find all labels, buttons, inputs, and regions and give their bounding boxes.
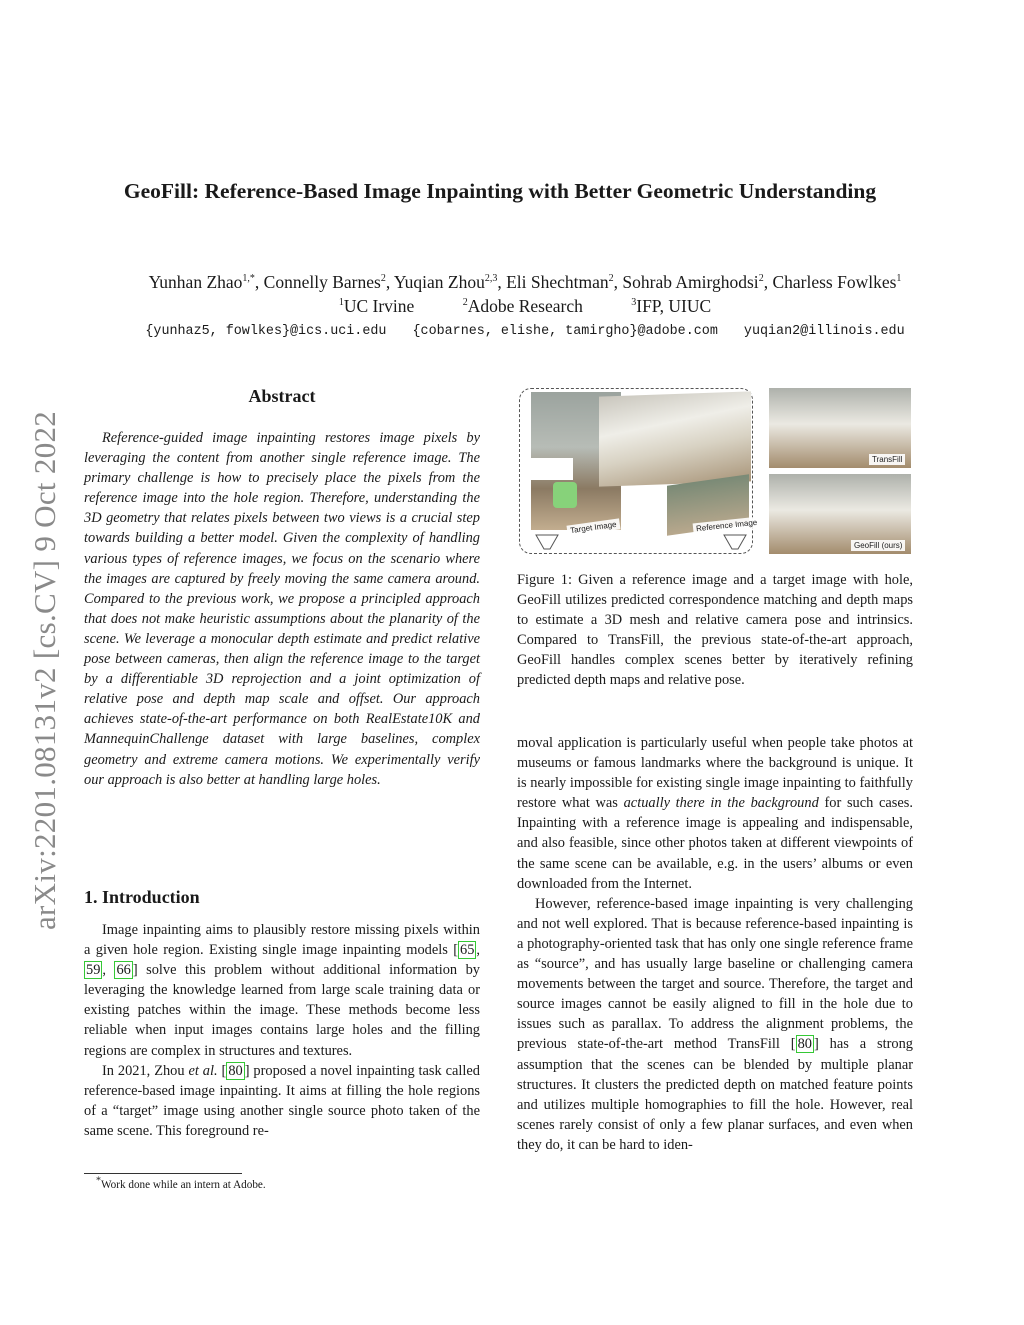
transfill-label: TransFill xyxy=(869,454,905,465)
author: Yunhan Zhao xyxy=(148,272,243,292)
email-list xyxy=(60,322,990,342)
paragraph: Image inpainting aims to plausibly restore missing pixels within a given hole region. Existing single image inpainting models [ 65 , 59 , 66 ] solve this problem without additional information by leveraging the knowledge learned from large scale training data or existing patches within the image. These methods become less reliable when input images contains large holes and the filling regions are complex in structures and textures. xyxy=(84,922,480,1059)
footnote-divider xyxy=(84,1173,242,1174)
email[interactable]: yuqian2@illinois.edu xyxy=(743,324,905,339)
target-label: Target Image xyxy=(566,518,620,536)
author: Charless Fowlkes xyxy=(772,272,897,292)
paper-title: GeoFill: Reference-Based Image Inpainting with Better Geometric Understanding xyxy=(123,179,877,203)
author: Connelly Barnes xyxy=(263,272,381,292)
section-heading-introduction: 1. Introduction xyxy=(84,887,200,907)
author: Yuqian Zhou xyxy=(393,272,485,292)
hole-region xyxy=(531,458,573,480)
citation-link[interactable]: 59 xyxy=(86,962,101,979)
camera-frustum-icon xyxy=(723,534,747,550)
email[interactable]: {yunhaz5, fowlkes}@ics.uci.edu xyxy=(145,324,387,339)
geofill-label: GeoFill (ours) xyxy=(851,540,905,551)
affiliation: $^1$UC Irvine xyxy=(338,296,415,316)
arxiv-identifier: arXiv:2201.08131v2 [cs.CV] 9 Oct 2022 xyxy=(27,410,62,930)
affiliation: $^3$IFP, UIUC xyxy=(631,296,712,316)
email[interactable]: {cobarnes, elishe, tamirgho}@adobe.com xyxy=(412,324,718,339)
citation-link[interactable]: 80 xyxy=(228,1062,243,1079)
abstract-text: Reference-guided image inpainting restores image pixels by leveraging the content from another single reference image. The primary challenge is how to precisely place the pixels from the reference image into the hole region. Therefore, understanding the 3D geometry that relates pixels between two views is a crucial step towards building a better model. Given the complexity of handling various types of reference images, we focus on the scenario where the images are captured by freely moving the same camera around. Compared to the previous work, we propose a principled approach that does not make heuristic assumptions about the planarity of the scene. We leverage a monocular depth estimate and predict relative pose between cameras, then align the reference image to the target by a differentiable 3D reprojection and a joint optimization of relative pose and depth map scale and offset. Our approach achieves state-of-the-art performance on both RealEstate10K and MannequinChallenge dataset with large baselines, complex geometry and extreme camera motions. We experimentally verify our approach is also better at handling large holes. xyxy=(84,430,480,788)
abstract-heading: Abstract xyxy=(248,386,316,406)
reference-label: Reference Image xyxy=(693,517,761,535)
citation-link[interactable]: 80 xyxy=(797,1036,812,1053)
hole-mask xyxy=(553,482,577,508)
author: Eli Shechtman xyxy=(506,272,609,292)
paragraph: moval application is particularly useful when people take photos at museums or famous landmarks where the background is unique. It is nearly impossible for existing single image inpainting to faithfully restore what was actually there in the background for such cases. Inpainting with a reference image is appealing and indispensable, and also feasible, since other photos taken at different viewpoints of the same scene can be available, e.g. in the users’ albums or even downloaded from the Internet. xyxy=(517,735,913,892)
affiliation: $^2$Adobe Research xyxy=(462,296,583,316)
camera-frustum-icon xyxy=(535,534,559,550)
reference-image xyxy=(599,391,751,486)
right-column-body xyxy=(517,733,913,1155)
author: Sohrab Amirghodsi xyxy=(622,272,759,292)
footnote: *Work done while an intern at Adobe. xyxy=(96,1175,266,1191)
citation-link[interactable]: 66 xyxy=(116,962,131,979)
affiliation-list xyxy=(60,294,990,318)
author-list: Yunhan Zhao$^{1,*}$, Connelly Barnes$^2$, Yuqian Zhou$^{2,3}$, Eli Shechtman$^2$, Sohrab Amirghodsi$^2$, Charless Fowlkes$^1$ xyxy=(148,272,902,292)
figure-caption: Figure 1: Given a reference image and a target image with hole, GeoFill utilizes predicted correspondence matching and depth maps to estimate a 3D mesh and relative camera pose and intrinsics. Compared to TransFill, the previous state-of-the-art approach, GeoFill handles complex scenes better by iteratively refining predicted depth maps and relative pose. xyxy=(517,572,913,689)
citation-link[interactable]: 65 xyxy=(460,942,475,959)
figure-1 xyxy=(517,386,913,556)
introduction-body xyxy=(84,920,480,1141)
paragraph: However, reference-based image inpainting is very challenging and not well explored. That is because reference-based inpainting is a photography-oriented task that has only one single reference frame as “source”, and has usually large baseline or challenging camera movements between the target and source. Therefore, the target and source images cannot be easily aligned to fill in the hole due to issues such as parallax. To address the alignment problems, the previous state-of-the-art method TransFill [ 80 ] has a strong assumption that the scenes can be blended by multiple planar structures. It clusters the predicted depth on matched feature points and utilizes multiple homographies to fill the hole. However, real scenes rarely consist of only a few planar surfaces, and even when they do, it can be hard to iden- xyxy=(517,895,914,1153)
paragraph: In 2021, Zhou et al. [ 80 ] proposed a novel inpainting task called reference-based image inpainting. It aims at filling the hole regions of a “target” image using another single source photo taken of the same scene. This foreground re- xyxy=(84,1062,481,1139)
